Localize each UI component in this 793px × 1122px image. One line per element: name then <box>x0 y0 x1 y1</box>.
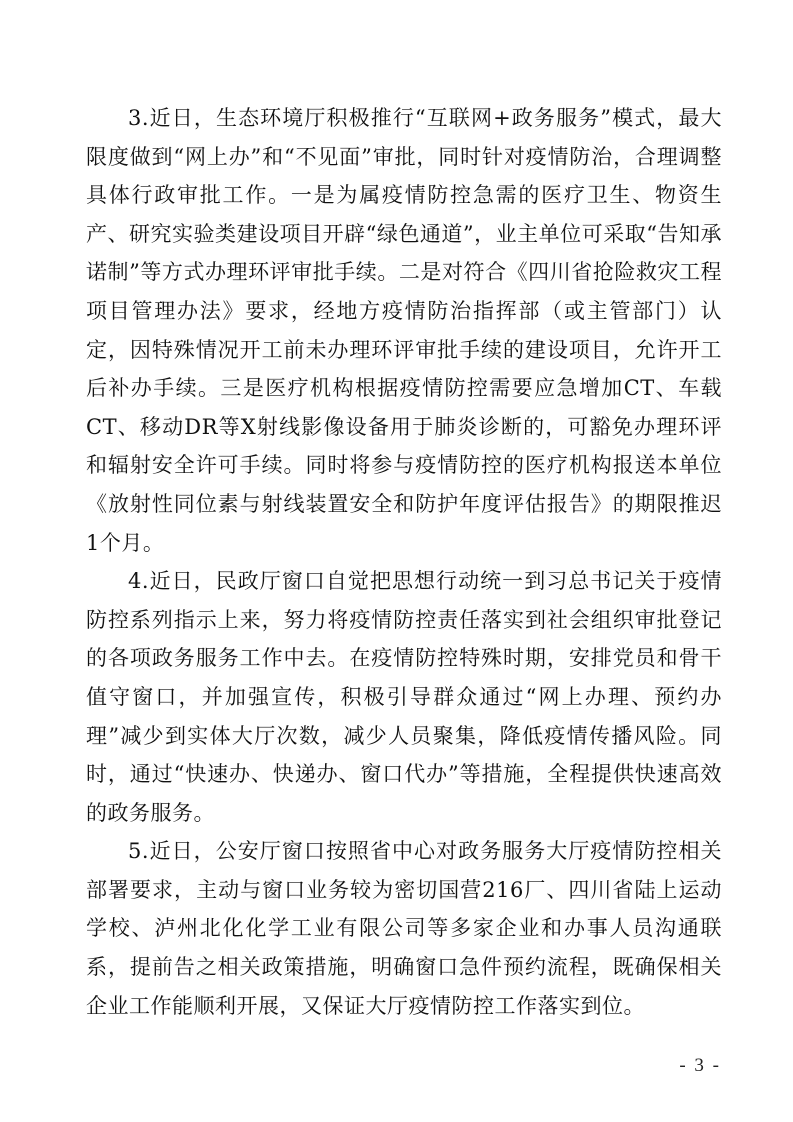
paragraph-civil-affairs-window: 4.近日，民政厅窗口自觉把思想行动统一到习总书记关于疫情防控系列指示上来，努力将疫情防控责任落实到社会组织审批登记的各项政务服务工作中去。在疫情防控特殊时期，安排党员和骨干值守窗口，并加强宣传，积极引导群众通过“网上办理、预约办理”减少到实体大厅次数，减少人员聚集，降低疫情传播风险。同时，通过“快速办、快递办、窗口代办”等措施，全程提供快速高效的政务服务。 <box>86 569 722 825</box>
paragraph-public-security-window: 5.近日，公安厅窗口按照省中心对政务服务大厅疫情防控相关部署要求，主动与窗口业务较为密切国营216厂、四川省陆上运动学校、泸州北化化学工业有限公司等多家企业和办事人员沟通联系，提前告之相关政策措施，明确窗口急件预约流程，既确保相关企业工作能顺利开展，又保证大厅疫情防控工作落实到位。 <box>86 839 722 1018</box>
document-body <box>86 99 722 1025</box>
paragraph-environment-approval: 3.近日，生态环境厅积极推行“互联网+政务服务”模式，最大限度做到“网上办”和“不见面”审批，同时针对疫情防治，合理调整具体行政审批工作。一是为属疫情防控急需的医疗卫生、物资生产、研究实验类建设项目开辟“绿色通道”，业主单位可采取“告知承诺制”等方式办理环评审批手续。二是对符合《四川省抢险救灾工程项目管理办法》要求，经地方疫情防治指挥部（或主管部门）认定，因特殊情况开工前未办理环评审批手续的建设项目，允许开工后补办手续。三是医疗机构根据疫情防控需要应急增加CT、车载CT、移动DR等X射线影像设备用于肺炎诊断的，可豁免办理环评和辐射安全许可手续。同时将参与疫情防控的医疗机构报送本单位《放射性同位素与射线装置安全和防护年度评估报告》的期限推迟1个月。 <box>86 106 722 555</box>
page-number: - 3 - <box>679 1055 721 1076</box>
